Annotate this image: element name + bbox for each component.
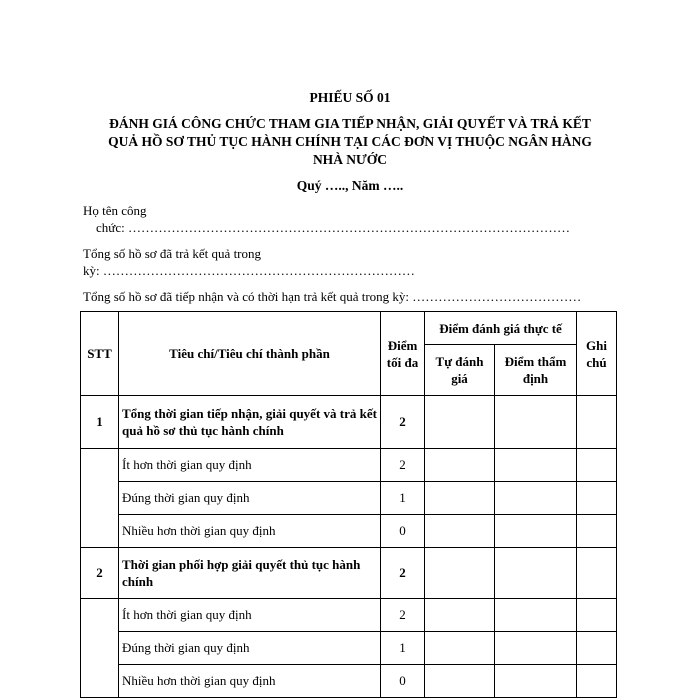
stt-empty-cell — [81, 599, 119, 632]
header-note: Ghi chú — [577, 312, 617, 396]
table-row — [81, 482, 617, 515]
sub-criterion-label: Đúng thời gian quy định — [119, 632, 381, 665]
appraisal-cell[interactable] — [495, 396, 577, 449]
note-cell[interactable] — [577, 449, 617, 482]
table-row — [81, 449, 617, 482]
sub-criterion-label: Ít hơn thời gian quy định — [119, 599, 381, 632]
form-number: PHIẾU SỐ 01 — [309, 90, 391, 105]
group-max-score: 2 — [381, 396, 425, 449]
group-number: 1 — [81, 396, 119, 449]
note-cell[interactable] — [577, 482, 617, 515]
self-eval-cell[interactable] — [425, 665, 495, 698]
officer-name-field[interactable] — [83, 202, 570, 236]
header-stt: STT — [81, 312, 119, 396]
self-eval-cell[interactable] — [425, 482, 495, 515]
appraisal-cell[interactable] — [495, 515, 577, 548]
sub-criterion-label: Nhiều hơn thời gian quy định — [119, 665, 381, 698]
self-eval-cell[interactable] — [425, 396, 495, 449]
sub-criterion-max: 0 — [381, 665, 425, 698]
note-cell[interactable] — [577, 548, 617, 599]
evaluation-table — [80, 311, 617, 698]
table-row — [81, 396, 617, 449]
sub-criterion-max: 1 — [381, 632, 425, 665]
stt-empty-cell — [81, 515, 119, 548]
sub-criterion-max: 1 — [381, 482, 425, 515]
note-cell[interactable] — [577, 515, 617, 548]
header-criteria: Tiêu chí/Tiêu chí thành phần — [119, 312, 381, 396]
self-eval-cell[interactable] — [425, 548, 495, 599]
appraisal-cell[interactable] — [495, 548, 577, 599]
appraisal-cell[interactable] — [495, 599, 577, 632]
note-cell[interactable] — [577, 632, 617, 665]
total-received-field[interactable]: Tổng số hồ sơ đã tiếp nhận và có thời hạn trả kết quả trong kỳ: ………………………………… — [83, 289, 582, 304]
table-row — [81, 599, 617, 632]
sub-criterion-label: Đúng thời gian quy định — [119, 482, 381, 515]
total-returned-field[interactable] — [83, 245, 415, 279]
appraisal-cell[interactable] — [495, 449, 577, 482]
note-cell[interactable] — [577, 396, 617, 449]
header-appraisal: Điểm thẩm định — [495, 345, 577, 396]
group-title: Tổng thời gian tiếp nhận, giải quyết và trả kết quả hồ sơ thủ tục hành chính — [119, 396, 381, 449]
table-row — [81, 665, 617, 698]
group-title: Thời gian phối hợp giải quyết thủ tục hành chính — [119, 548, 381, 599]
stt-empty-cell — [81, 632, 119, 665]
self-eval-cell[interactable] — [425, 632, 495, 665]
group-number: 2 — [81, 548, 119, 599]
self-eval-cell[interactable] — [425, 599, 495, 632]
appraisal-cell[interactable] — [495, 665, 577, 698]
stt-empty-cell — [81, 665, 119, 698]
total-returned-dots: kỳ: ……………………………………………………………… — [83, 263, 415, 278]
reporting-period: Quý ….., Năm ….. — [296, 178, 404, 193]
self-eval-cell[interactable] — [425, 449, 495, 482]
sub-criterion-label: Nhiều hơn thời gian quy định — [119, 515, 381, 548]
header-max-score: Điểm tối đa — [381, 312, 425, 396]
note-cell[interactable] — [577, 665, 617, 698]
officer-name-label: Họ tên công — [83, 203, 147, 218]
total-returned-label: Tổng số hồ sơ đã trả kết quả trong — [83, 246, 262, 261]
stt-empty-cell — [81, 482, 119, 515]
sub-criterion-max: 0 — [381, 515, 425, 548]
table-row — [81, 548, 617, 599]
group-max-score: 2 — [381, 548, 425, 599]
stt-empty-cell — [81, 449, 119, 482]
appraisal-cell[interactable] — [495, 482, 577, 515]
appraisal-cell[interactable] — [495, 632, 577, 665]
table-row — [81, 515, 617, 548]
header-actual-score: Điểm đánh giá thực tế — [425, 312, 577, 345]
self-eval-cell[interactable] — [425, 515, 495, 548]
officer-name-dots: chức: ………………………………………………………………………………………… — [96, 220, 570, 235]
document-heading: ĐÁNH GIÁ CÔNG CHỨC THAM GIA TIẾP NHẬN, GIẢI QUYẾT VÀ TRẢ KẾT QUẢ HỒ SƠ THỦ TỤC HÀNH CHÍNH TẠI CÁC ĐƠN VỊ THUỘC NGÂN HÀNG NHÀ NƯỚC — [108, 116, 592, 167]
sub-criterion-max: 2 — [381, 599, 425, 632]
sub-criterion-label: Ít hơn thời gian quy định — [119, 449, 381, 482]
header-self-eval: Tự đánh giá — [425, 345, 495, 396]
note-cell[interactable] — [577, 599, 617, 632]
table-row — [81, 632, 617, 665]
sub-criterion-max: 2 — [381, 449, 425, 482]
